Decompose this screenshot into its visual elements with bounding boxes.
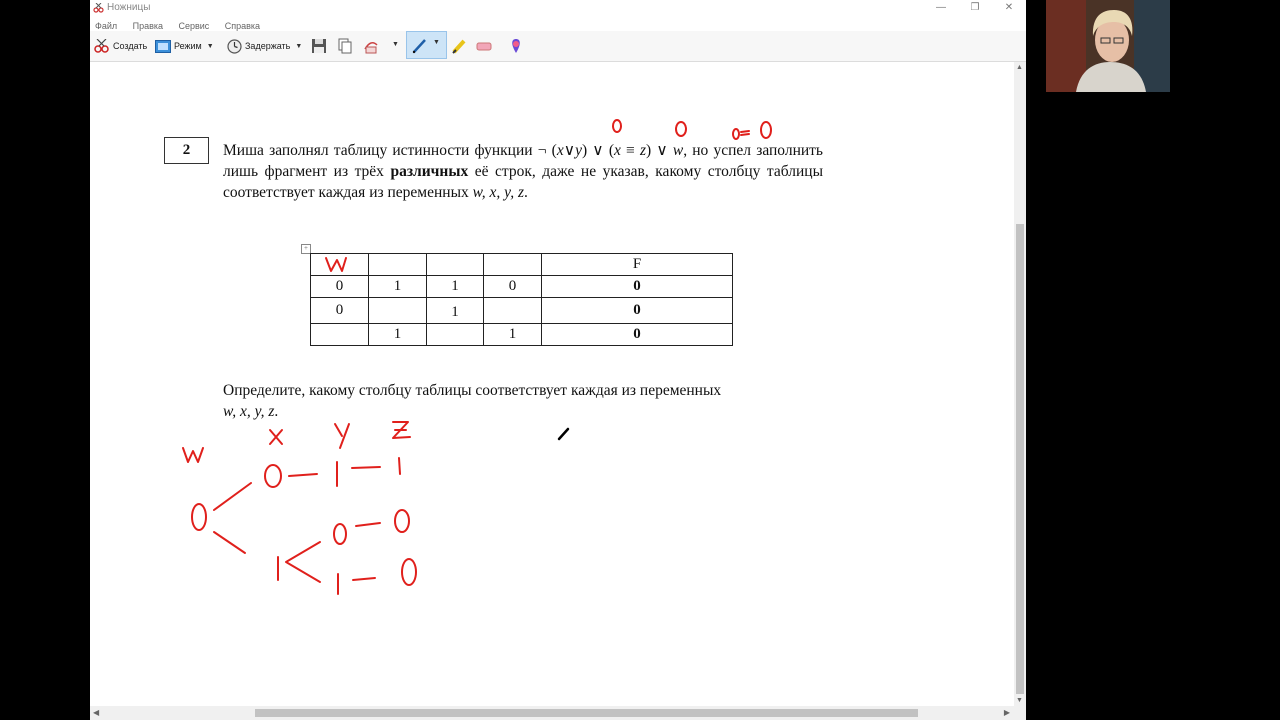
- q-text-6: , но успел заполнить лишь фрагмент из трёх: [223, 142, 824, 180]
- horizontal-scroll-thumb[interactable]: [255, 709, 918, 717]
- send-dropdown-arrow[interactable]: ▼: [392, 41, 399, 48]
- pen-cursor-icon: [559, 429, 568, 439]
- scroll-up-arrow[interactable]: ▲: [1016, 64, 1023, 71]
- create-button[interactable]: [94, 37, 147, 55]
- ink-dash-4: [353, 578, 375, 580]
- scissors-icon: [93, 3, 104, 13]
- scroll-right-arrow[interactable]: ▶: [1003, 708, 1010, 717]
- ink-dash-2: [352, 467, 380, 468]
- create-label: Создать: [113, 41, 148, 51]
- q-var-z: z: [639, 142, 647, 159]
- ink-dash-1: [289, 474, 317, 476]
- clock-icon: [227, 39, 242, 54]
- webcam-overlay: [1046, 0, 1170, 92]
- q-text-7: её строк, даже не указав, какому столбцу таблицы соответствует каждая из переменных: [223, 163, 823, 201]
- ink-node-0a: [265, 465, 281, 487]
- pen-annotations: [90, 62, 1014, 706]
- restore-button[interactable]: ❐: [970, 2, 980, 13]
- ink-z-label: [393, 422, 410, 438]
- menu-tools[interactable]: Сервис: [178, 21, 210, 31]
- ink-node-1b: [399, 458, 400, 474]
- toolbar: [90, 31, 1026, 62]
- question-number: 2: [164, 137, 209, 164]
- ink-x-label: [270, 430, 282, 444]
- ink-zero-1: [613, 120, 621, 132]
- pen-button[interactable]: [406, 31, 447, 59]
- eraser-icon[interactable]: [475, 37, 493, 55]
- vertical-scrollbar[interactable]: [1014, 62, 1026, 706]
- q-var-w: w: [672, 142, 684, 159]
- ink-branch-down: [214, 532, 245, 553]
- table-cell: 0: [484, 276, 542, 298]
- snipping-tool-window: [90, 0, 1026, 720]
- delay-button[interactable]: [227, 37, 302, 55]
- menu-help[interactable]: Справка: [224, 21, 261, 31]
- vertical-scroll-thumb[interactable]: [1016, 224, 1024, 694]
- table-cell: 0: [311, 298, 369, 324]
- window-controls: [924, 0, 1026, 16]
- mode-dropdown-arrow[interactable]: ▼: [206, 42, 214, 50]
- q-var-x1: x: [556, 142, 564, 159]
- q-text-4: ≡: [620, 142, 640, 159]
- q-bold-word: различных: [390, 163, 469, 180]
- mode-button[interactable]: [155, 37, 214, 55]
- instruction-end: .: [274, 403, 279, 420]
- minimize-button[interactable]: —: [936, 2, 946, 13]
- snip-canvas: [90, 62, 1014, 706]
- table-cell: 1: [369, 324, 427, 346]
- mode-label: Режим: [174, 41, 202, 51]
- q-text-2: ∨: [563, 142, 576, 159]
- q-var-y: y: [575, 142, 582, 159]
- highlighter-icon[interactable]: [450, 37, 468, 55]
- header-cell-f: F: [542, 254, 733, 276]
- ink-fork: [286, 542, 320, 582]
- ink-branch-up: [214, 483, 251, 510]
- ink-zero-4: [761, 122, 771, 138]
- ink-zero-3: [733, 129, 739, 139]
- scroll-down-arrow[interactable]: ▼: [1016, 697, 1023, 704]
- menu-edit[interactable]: Правка: [132, 21, 163, 31]
- ink-node-0d: [402, 559, 416, 585]
- ink-node-0c: [395, 510, 409, 532]
- q-var-list: w, x, y, z: [472, 184, 524, 201]
- title-bar: [90, 0, 1026, 16]
- pen-icon: [411, 37, 429, 55]
- ink-y-label: [335, 424, 349, 448]
- mode-icon: [155, 40, 171, 53]
- ink-zero-2: [676, 122, 686, 136]
- instruction-line: Определите, какому столбцу таблицы соответствует каждая из переменных: [223, 382, 722, 399]
- ink-root-zero: [192, 504, 206, 530]
- table-cell-f: 0: [542, 276, 733, 298]
- instruction-vars: w, x, y, z: [223, 403, 275, 420]
- paint3d-icon[interactable]: [507, 37, 525, 55]
- menu-file[interactable]: Файл: [95, 21, 118, 31]
- q-text-3: ) ∨ (: [581, 142, 614, 159]
- ink-node-0b: [334, 524, 346, 544]
- copy-icon[interactable]: [336, 37, 354, 55]
- new-snip-icon: [94, 39, 110, 53]
- table-cell: 1: [484, 324, 542, 346]
- table-cell: 0: [311, 276, 369, 298]
- delay-dropdown-arrow[interactable]: ▼: [295, 42, 303, 50]
- presenter-video: [1046, 0, 1170, 92]
- table-cell: 1: [369, 276, 427, 298]
- table-cell: 1: [427, 276, 484, 298]
- delay-label: Задержать: [245, 41, 291, 51]
- ink-w-label: [183, 448, 203, 462]
- ink-dash-3: [356, 523, 380, 526]
- ink-w-header: [326, 258, 346, 271]
- q-var-x2: x: [613, 142, 621, 159]
- q-text-end: .: [523, 184, 528, 201]
- window-title: Ножницы: [107, 2, 151, 13]
- close-button[interactable]: ✕: [1004, 2, 1014, 13]
- table-cell-f: 0: [542, 324, 733, 346]
- table-cell: 1: [427, 298, 484, 324]
- menu-bar: [90, 16, 1026, 31]
- table-cell-f: 0: [542, 298, 733, 324]
- horizontal-scrollbar[interactable]: [90, 706, 1026, 720]
- ink-equals: [741, 131, 749, 135]
- save-icon[interactable]: [310, 37, 328, 55]
- send-icon[interactable]: [362, 37, 380, 55]
- scroll-left-arrow[interactable]: ◀: [93, 708, 100, 717]
- q-text-5: ) ∨: [646, 142, 673, 159]
- pen-dropdown-arrow[interactable]: ▼: [433, 39, 440, 46]
- q-text-1: Миша заполнял таблицу истинности функции ¬ (: [223, 142, 557, 159]
- table-move-handle[interactable]: +: [301, 244, 311, 254]
